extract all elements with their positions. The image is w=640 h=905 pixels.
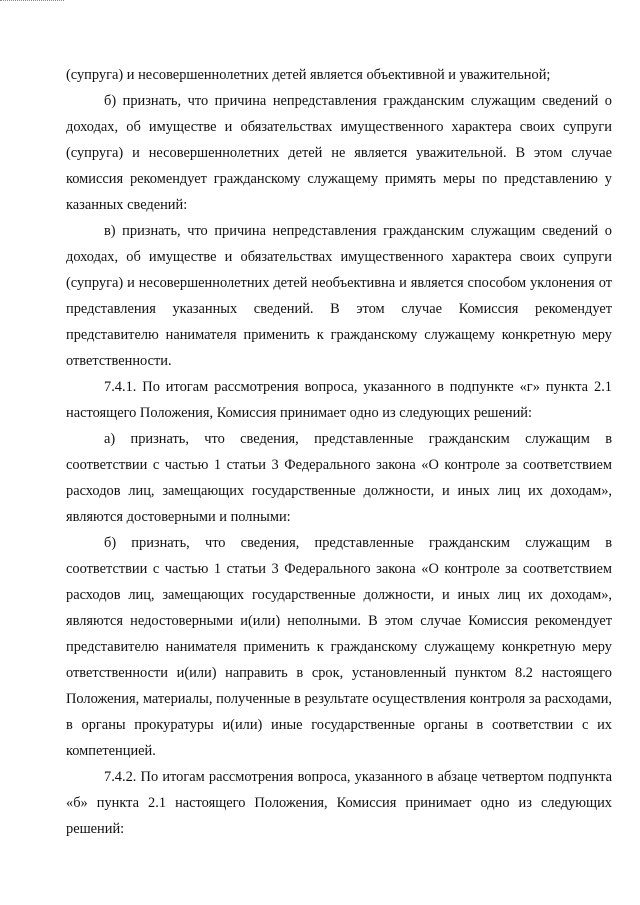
document-page: [66, 62, 612, 842]
scan-corner-mark: [0, 0, 64, 2]
paragraph-7-4-1-b: б) признать, что сведения, представленные гражданским служащим в соответствии с частью 1 статьи 3 Федерального закона «О контроле за соответствием расходов лиц, замещающих государственные должности, и иных лиц их доходам», являются недостоверными и(или) неполными. В этом случае Комиссия рекомендует представителю нанимателя применить к гражданскому служащему конкретную меру ответственности и(или) направить в срок, установленный пунктом 8.2 настоящего Положения, материалы, полученные в результате осуществления контроля за расходами, в органы прокуратуры и(или) иные государственные органы в соответствии с их компетенцией.: [66, 535, 612, 759]
paragraph-item-b: б) признать, что причина непредставления гражданским служащим сведений о доходах, об имуществе и обязательствах имущественного характера своих супруги (супруга) и несовершеннолетних детей не является уважительной. В этом случае комиссия рекомендует гражданскому служащему примять меры по представлению у казанных сведений:: [66, 93, 612, 213]
paragraph-7-4-1: 7.4.1. По итогам рассмотрения вопроса, указанного в подпункте «г» пункта 2.1 настоящего Положения, Комиссия принимает одно из следующих решений:: [66, 379, 612, 421]
paragraph-7-4-1-a: а) признать, что сведения, представленные гражданским служащим в соответствии с частью 1 статьи 3 Федерального закона «О контроле за соответствием расходов лиц, замещающих государственные должности, и иных лиц их доходам», являются достоверными и полными:: [66, 431, 612, 525]
paragraph-continuation: (супруга) и несовершеннолетних детей является объективной и уважительной;: [66, 67, 551, 83]
paragraph-item-v: в) признать, что причина непредставления гражданским служащим сведений о доходах, об имуществе и обязательствах имущественного характера своих супруги (супруга) и несовершеннолетних детей необъективна и является способом уклонения от представления указанных сведений. В этом случае Комиссия рекомендует представителю нанимателя применить к гражданскому служащему конкретную меру ответственности.: [66, 223, 612, 369]
paragraph-7-4-2: 7.4.2. По итогам рассмотрения вопроса, указанного в абзаце четвертом подпункта «б» пункта 2.1 настоящего Положения, Комиссия принимает одно из следующих решений:: [66, 769, 612, 837]
